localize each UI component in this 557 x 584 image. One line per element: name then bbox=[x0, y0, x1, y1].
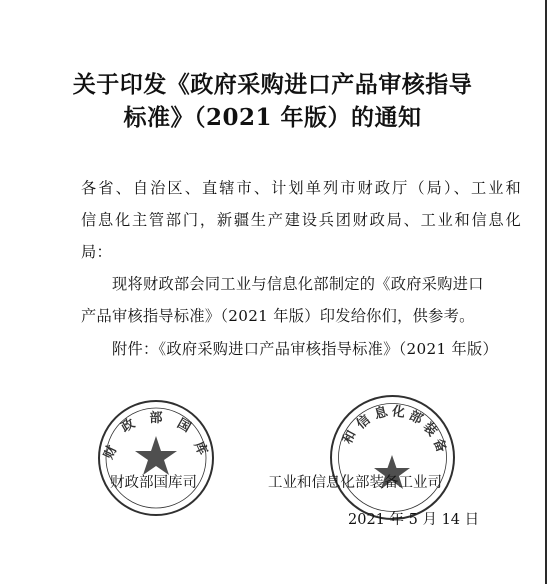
seal-left-graphic bbox=[100, 402, 212, 514]
addressee-line-1: 各省、自治区、直辖市、计划单列市财政厅（局）、工业和 bbox=[81, 179, 521, 197]
svg-text:息: 息 bbox=[372, 404, 390, 423]
signature-right: 工业和信息化部装备工业司 bbox=[268, 475, 442, 491]
body-paragraph-line-1: 现将财政部会同工业与信息化部制定的《政府采购进口 bbox=[112, 275, 484, 293]
svg-text:库: 库 bbox=[190, 439, 210, 458]
addressee-line-2: 信息化主管部门，新疆生产建设兵团财政局、工业和信息化 bbox=[81, 211, 521, 229]
document-title-line-1: 关于印发《政府采购进口产品审核指导 bbox=[72, 71, 473, 98]
svg-text:备: 备 bbox=[429, 436, 449, 455]
svg-text:化: 化 bbox=[390, 404, 406, 421]
svg-text:政: 政 bbox=[118, 416, 138, 436]
seal-right-graphic bbox=[332, 397, 453, 518]
svg-text:部: 部 bbox=[149, 411, 163, 426]
official-seal-left bbox=[98, 400, 214, 516]
svg-text:部: 部 bbox=[406, 408, 425, 428]
official-seal-right bbox=[330, 395, 455, 520]
svg-text:财: 财 bbox=[101, 443, 121, 462]
seal-star-icon bbox=[135, 436, 177, 475]
document-title-line-2: 标准》（2021 年版）的通知 bbox=[123, 104, 422, 131]
svg-text:信: 信 bbox=[353, 412, 374, 433]
page-edge-divider bbox=[545, 0, 547, 584]
body-paragraph-line-2: 产品审核指导标准》（2021 年版）印发给你们，供参考。 bbox=[81, 307, 475, 325]
svg-text:和: 和 bbox=[340, 428, 360, 447]
document-date: 2021 年 5 月 14 日 bbox=[348, 512, 480, 528]
svg-text:国: 国 bbox=[174, 416, 194, 436]
svg-text:装: 装 bbox=[419, 419, 440, 440]
attachment-line: 附件：《政府采购进口产品审核指导标准》（2021 年版） bbox=[112, 340, 498, 358]
addressee-line-3: 局： bbox=[81, 243, 112, 261]
signature-left: 财政部国库司 bbox=[110, 475, 197, 491]
